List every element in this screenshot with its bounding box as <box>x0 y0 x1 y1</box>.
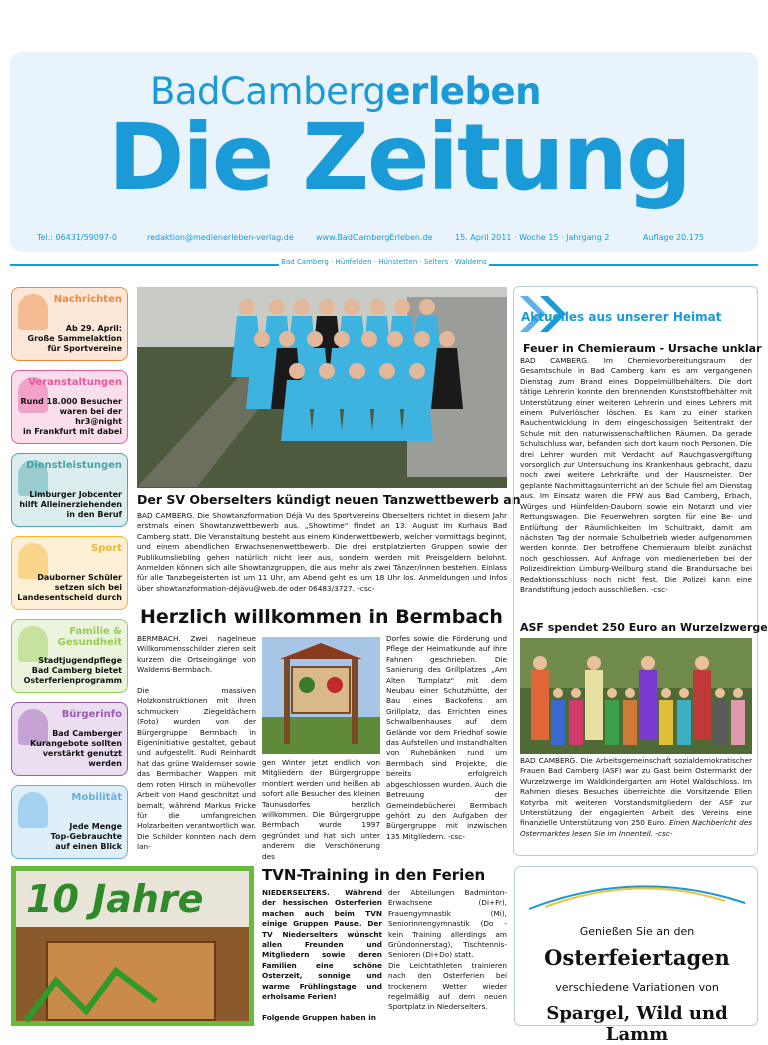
sidebar-tab-teaser: Stadtjugendpflege Bad Camberg bietet Osterferienprogramm <box>23 656 122 685</box>
brand-logo: BadCambergerleben <box>150 70 541 113</box>
sidebar-tab-title: Veranstaltungen <box>28 377 122 388</box>
ad-line-3: verschiedene Variationen von <box>555 981 719 994</box>
issue-info: 15. April 2011 · Woche 15 · Jahrgang 2 <box>455 233 610 242</box>
bermbach-headline: Herzlich willkommen in Bermbach <box>140 606 503 628</box>
dance-group-photo <box>137 287 507 488</box>
tvn-col1: NIEDERSELTERS. Während der hessischen Osterferien machen auch beim TVN einige Gruppen Pause. Der TV Niederselters wünscht allen Freunden und Mitgliedern sowie deren Familien eine schöne Osterzeit, sonnige und warme Frühlingstage und erholsame Ferien! Folgende Gruppen haben in <box>262 888 382 1022</box>
sidebar-tab-5[interactable] <box>11 702 128 776</box>
sidebar-tab-3[interactable] <box>11 536 128 610</box>
sidebar-tab-2[interactable] <box>11 453 128 527</box>
ten-years-ad[interactable] <box>11 866 254 1026</box>
asf-body: BAD CAMBERG. Die Arbeitsgemeinschaft sozialdemokratischer Frauen Bad Camberg (ASF) war zu Gast beim Ostermarkt der Wurzelzwerge im Waldkindergarten am Hotel Waldschloss. Im Rahmen dieses Besuches überreichte die Vorsitzende Ellen Kotyrba mit weiteren Vorstandsmitgliedern der ASF zur Unterstützung der engagierten Arbeit des Vereins eine finanzielle Unterstützung von 250 Euro. Einen Nachbericht des Ostermarktes lesen Sie im Innenteil. -csc- <box>520 756 752 838</box>
lead-body: BAD CAMBERG. Die Showtanzformation Déjà Vu des Sportvereins Oberselters richtet in diesem Jahr erstmals einen Showtanzwettbewerb aus. „Showtime“ findet an 13. August im Kurhaus Bad Camberg statt. Die Veranstaltung besteht aus einem Kinderwettbewerb, welcher vormittags beginnt, und einem abendlichen Erwachsenenwettbewerb. Die drei erstplatzierten Gruppen sowie der Publikumsliebling gehen natürlich nicht leer aus, sondern werden mit Preisgeldern belohnt. Anmelden können sich alle Showtanzgruppen, die aus mehr als zwei Tänzer/innen bestehen. Einlass für alle Tanzbegeisterten ist um 11 Uhr, am Abend geht es um 18 Uhr los. Anmeldungen und Infos über showtanzformation-déjàvu@web.de oder 06483/3727. -csc- <box>137 511 507 593</box>
sidebar-tab-0[interactable] <box>11 287 128 361</box>
chart-arrow-icon <box>26 961 176 1021</box>
asf-headline: ASF spendet 250 Euro an Wurzelzwerge <box>520 621 768 634</box>
bermbach-col1: BERMBACH. Zwei nagelneue Willkommensschilder zieren seit kurzem die Ortseingänge von Waldems-Bermbach. Die massiven Holzkonstruktionen mit ihren schmucken Ziegeldächern (Foto) wurden von der Bürgergruppe Bermbach in Eigeninitiative gestaltet, gebaut und aufgestellt. Rudi Reinhardt hat das grüne Waldemser sowie das Bermbacher Wappen mit dem roten Hirsch in mühevoller Arbeit von Hand geschnitzt und bemalt, während Markus Fricke für die umfangreichen Holzarbeiten verantwortlich war. Die Schilder konnten nach dem lan- <box>137 634 256 852</box>
towns-line: Bad Camberg · Hünfelden · Hünstetten · Selters · Waldems <box>279 258 489 266</box>
sidebar-tab-title: Nachrichten <box>53 294 122 305</box>
sidebar-tab-title: Bürgerinfo <box>61 709 122 720</box>
lead-headline: Der SV Oberselters kündigt neuen Tanzwettbewerb an <box>137 492 521 507</box>
newspaper-title: Die Zeitung <box>108 104 690 211</box>
email-address[interactable]: redaktion@medienerleben-verlag.de <box>147 233 294 242</box>
sidebar-tab-teaser: Rund 18.000 Besucher waren bei der hr3@night in Frankfurt mit dabei <box>20 397 122 436</box>
ad-line-1: Genießen Sie an den <box>579 925 695 938</box>
tvn-col2: der Abteilungen Badminton-Erwachsene (Di+Fr), Frauengymnastik (Mi), Seniorinnengymnastik (Do - kein Training allerdings am Gründonnerstag), Tischtennis-Senioren (Di+Do) statt. Die Leichtathleten trainieren nach den Osterferien bei trockenem Wetter wieder regelmäßig auf dem neuen Sportplatz in Niederselters. <box>388 888 507 1012</box>
sidebar-tab-title: Sport <box>91 543 122 554</box>
circulation: Auflage 20.175 <box>643 233 705 242</box>
sidebar-tab-teaser: Bad Camberger Kurangebote sollten verstärkt genutzt werden <box>30 729 122 768</box>
feuer-headline: Feuer in Chemieraum - Ursache unklar <box>523 342 762 355</box>
bermbach-col2: gen Winter jetzt endlich von Mitgliedern der Bürgergruppe montiert werden und heißen ab sofort alle Besucher des kleinen Taunusdorfes herzlich willkommen. Die Bürgergruppe Bermbach wurde 1997 gegründet und hat sich unter anderem die Verschönerung des <box>262 758 380 861</box>
ad-line-4: Spargel, Wild und Lamm <box>546 1003 728 1045</box>
ten-years-text: 10 Jahre <box>26 877 204 921</box>
ad-line-2: Osterfeiertagen <box>544 945 730 970</box>
sidebar-tab-teaser: Dauborner Schüler setzen sich bei Landesentscheid durch <box>17 573 122 602</box>
swoosh-icon <box>525 873 749 913</box>
asf-group-photo <box>520 638 752 754</box>
tvn-headline: TVN-Training in den Ferien <box>262 866 486 884</box>
phone-number: Tel.: 06431/59097-0 <box>37 233 118 242</box>
website-link[interactable]: www.BadCambergErleben.de <box>316 233 433 242</box>
sidebar-tab-6[interactable] <box>11 785 128 859</box>
bermbach-col3: Dorfes sowie die Förderung und Pflege der Heimatkunde auf ihre Fahnen geschrieben. Die Sanierung des Grillplatzes „Am Alten Turnplatz“ mit dem Neubau einer Schutzhütte, der Bau eines Backofens am Grillplatz, das Errichten eines Schwalbenhauses auf dem Gelände vor dem Friedhof sowie das Aufstellen und Instandhalten von Ruhebänken rund um Bermbach sind Projekte, die bereits erfolgreich abgeschlossen wurden. Auch die Betreuung der Gemeindebücherei Bermbach gehört zu den Aufgaben der Bürgergruppe mit inzwischen 135 Mitgliedern. -csc- <box>386 634 507 841</box>
sidebar-tab-title: Familie & Gesundheit <box>57 626 122 648</box>
welcome-sign-photo <box>262 637 380 754</box>
sidebar-tab-title: Mobilität <box>71 792 122 803</box>
easter-restaurant-ad[interactable] <box>514 866 758 1045</box>
sidebar-tab-title: Dienstleistungen <box>25 460 122 471</box>
sidebar-tab-teaser: Ab 29. April: Große Sammelaktion für Sportvereine <box>27 324 122 353</box>
sidebar-tab-teaser: Limburger Jobcenter hilft Alleinerziehenden in den Beruf <box>19 490 122 519</box>
feuer-body: BAD CAMBERG. Im Chemievorbereitungsraum der Gesamtschule in Bad Camberg kam es am vergangenen Dienstag zum Brand eines Doppelmüllbehälters. Die dort tätige Lehrerin konnte den brennenden Kunststoffbehälter mit Unterstützung einer weiteren Lehrerin und eines Lehrers mit einem Pulverlöscher löschen. Es kam zu einer starken Rauchentwicklung in dem eingeschossigen Seitentrakt der Schule mit den naturwissenschaftlichen Räumen. Da gerade Schulschluss war, befanden sich dort kaum noch Personen. Die drei Lehrer wurden mit Verdacht auf Rauchgasvergiftung vorsorglich zur Untersuchung ins Krankenhaus gebracht, dazu noch zwei weitere Lehrkräfte und der Hausmeister. Der geplante Nachmittagsunterricht an der Schule fiel am Dienstag aus. Im Einsatz waren die FFW aus Bad Camberg, Erbach, Würges und Hünfelden-Dauborn sowie ein Notarzt und vier Rettungswagen. Die Feuerwehren sorgten für eine Be- und Entlüftung der Räumlichkeiten im Schultrakt, damit am nächsten Tag der normale Schulbetrieb wieder aufgenommen werden konnte. Der betroffene Chemieraum bleibt zunächst noch geschlossen. Auf Anfrage von medienerleben bei der Polizeidirektion Limburg-Weilburg stand die Brandursache bei Redaktionsschluss noch nicht fest. Die Polizei kann eine Brandstiftung jedoch ausschließen. -csc- <box>520 356 752 594</box>
heimat-section-title: Aktuelles aus unserer Heimat <box>521 310 722 324</box>
sidebar-tab-4[interactable] <box>11 619 128 693</box>
sidebar-tab-teaser: Jede Menge Top-Gebrauchte auf einen Blick <box>50 822 122 851</box>
sidebar-tab-1[interactable] <box>11 370 128 444</box>
